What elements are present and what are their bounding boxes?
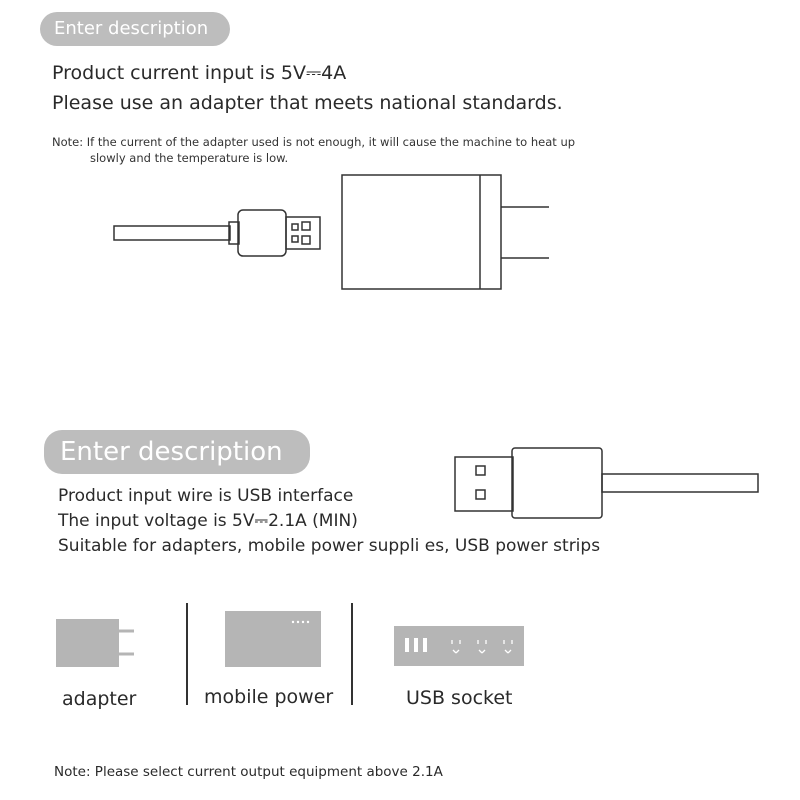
power-bank-icon (225, 611, 321, 667)
current-text: Product current input is 5V (52, 62, 306, 84)
usb-socket-label: USB socket (406, 687, 513, 709)
section2-interface-line: Product input wire is USB interface (58, 486, 354, 506)
voltage-text: The input voltage is 5V (58, 511, 255, 531)
section2-suitable-line: Suitable for adapters, mobile power suppli es, USB power strips (58, 536, 601, 556)
current-value: 4A (321, 62, 347, 84)
wall-adapter-icon (342, 175, 549, 289)
section2-voltage-line (58, 511, 358, 531)
adapter-icon (56, 619, 134, 667)
dc-symbol: ⎓ (254, 511, 269, 531)
divider (351, 603, 353, 705)
voltage-value: 2.1A (MIN) (268, 511, 358, 531)
section2-header-pill: Enter description (44, 430, 310, 474)
usb-plug-icon (455, 448, 758, 518)
divider (186, 603, 188, 705)
adapter-label: adapter (62, 688, 137, 710)
section1-note-line1: Note: If the current of the adapter used is not enough, it will cause the machine to heat up (52, 135, 576, 149)
section1-header-pill: Enter description (40, 12, 230, 46)
usb-power-strip-icon (394, 626, 524, 666)
dc-symbol: ⎓ (305, 62, 322, 84)
mobile-power-label: mobile power (204, 686, 334, 708)
usb-cable-icon (114, 210, 320, 256)
bottom-note: Note: Please select current output equipment above 2.1A (54, 764, 443, 780)
section1-note-line2: slowly and the temperature is low. (90, 151, 289, 165)
section1-standards-line: Please use an adapter that meets national standards. (52, 92, 563, 114)
